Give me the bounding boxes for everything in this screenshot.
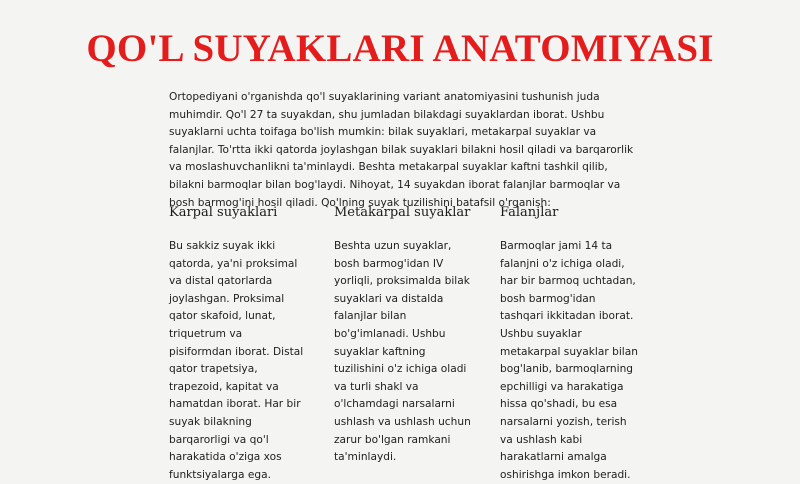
column-heading: Falanjlar	[500, 205, 559, 220]
intro-paragraph: Ortopediyani o'rganishda qo'l suyaklarining variant anatomiyasini tushunish juda muhimdir. Qo'l 27 ta suyakdan, shu jumladan bilakdagi suyaklardan iborat. Ushbu suyaklarni uchta toifaga bo'lish mumkin: bilak suyaklari, metakarpal suyaklar va falanjlar. To'rtta ikki qatorda joylashgan bilak suyaklari bilakni hosil qiladi va barqarorlik va moslashuvchanlikni ta'minlaydi. Beshta metakarpal suyaklar kaftni tashkil qilib, bilakni barmoqlar bilan bog'laydi. Nihoyat, 14 suyakdan iborat falanjlar barmoqlar va bosh barmog'ini hosil qiladi. Qo'lning suyak tuzilishini batafsil o'rganish:	[169, 91, 634, 209]
column-falanjlar	[500, 204, 638, 484]
column-text: Bu sakkiz suyak ikki qatorda, ya'ni proksimal va distal qatorlarda joylashgan. Proksimal qator skafoid, lunat, triquetrum va pisiformdan iborat. Distal qator trapetsiya, trapezoid, kapitat va hamatdan iborat. Har bir suyak bilakning barqarorligi va qo'l harakatida o'ziga xos funktsiyalarga ega.	[169, 240, 304, 481]
column-text: Barmoqlar jami 14 ta falanjni o'z ichiga oladi, har bir barmoq uchtadan, bosh barmog'idan tashqari ikkitadan iborat. Ushbu suyaklar metakarpal suyaklar bilan bog'lanib, barmoqlarning epchilligi va harakatiga hissa qo'shadi, bu esa narsalarni yozish, terish va ushlash kabi harakatlarni amalga oshirishga imkon beradi.	[500, 240, 638, 481]
column-text: Beshta uzun suyaklar, bosh barmog'idan IV yorliqli, proksimalda bilak suyaklari va distalda falanjlar bilan bo'g'imlanadi. Ushbu suyaklar kaftning tuzilishini o'z ichiga oladi va turli shakl va o'lchamdagi narsalarni ushlash va ushlash uchun zarur bo'lgan ramkani ta'minlaydi.	[334, 240, 471, 464]
column-heading: Karpal suyaklari	[169, 205, 278, 220]
column-heading: Metakarpal suyaklar	[334, 205, 471, 220]
column-metakarpal	[334, 204, 472, 467]
column-karpal	[169, 204, 307, 484]
page-title: QO'L SUYAKLARI ANATOMIYASI	[86, 27, 714, 70]
